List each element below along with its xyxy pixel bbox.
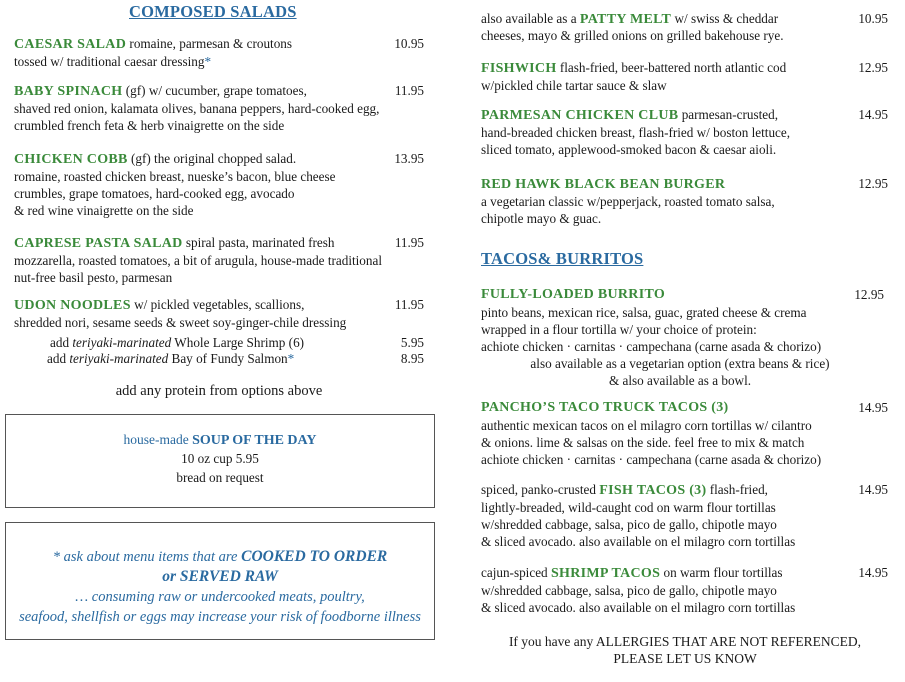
- menu-item-desc: nut-free basil pesto, parmesan: [14, 270, 173, 285]
- menu-item-name: UDON NOODLES: [14, 298, 131, 313]
- menu-item-price: 12.95: [858, 176, 888, 191]
- addon-salmon: add teriyaki-marinated Bay of Fundy Salmon*: [47, 351, 295, 366]
- shrimp-tacos-line: cajun-spiced SHRIMP TACOS on warm flour tortillas: [481, 565, 783, 581]
- menu-item-0: [14, 36, 292, 54]
- addon-salmon-price: 8.95: [400, 351, 424, 366]
- allergy-note-1: If you have any ALLERGIES THAT ARE NOT REFERENCED,: [508, 634, 862, 649]
- burrito-desc-3: achiote chicken · carnitas · campechana (carne asada & chorizo): [481, 339, 822, 354]
- shrimp-tacos-desc-2: & sliced avocado. also available on el milagro corn tortillas: [481, 600, 796, 615]
- fish-tacos-line: spiced, panko-crusted FISH TACOS (3) flash-fried,: [481, 482, 768, 498]
- menu-item-desc: tossed w/ traditional caesar dressing*: [14, 54, 212, 69]
- menu-item-4: [14, 297, 304, 315]
- menu-item-2: [481, 176, 725, 194]
- section-title-tacos: TACOS& BURRITOS: [481, 249, 644, 268]
- addon-shrimp-price: 5.95: [400, 335, 424, 350]
- menu-item-desc: romaine, roasted chicken breast, nueske’s bacon, blue cheese: [14, 169, 336, 184]
- menu-item-lead: w/ pickled vegetables, scallions,: [130, 297, 305, 312]
- menu-item-desc: sliced tomato, applewood-smoked bacon & caesar aioli.: [481, 142, 777, 157]
- soup-title-line: house-made SOUP OF THE DAY: [123, 432, 317, 448]
- menu-item-3: [14, 235, 335, 253]
- pancho-tacos-name: PANCHO’S TACO TRUCK TACOS (3): [481, 400, 729, 415]
- menu-item-name: BABY SPINACH: [14, 84, 123, 99]
- menu-item-desc: & red wine vinaigrette on the side: [14, 203, 194, 218]
- patty-melt-price: 10.95: [858, 11, 888, 26]
- pancho-desc-2: & onions. lime & salsas on the side. feel free to mix & match: [481, 435, 805, 450]
- menu-item-desc: mozzarella, roasted tomatoes, a bit of arugula, house-made traditional: [14, 253, 383, 268]
- menu-item-desc: chipotle mayo & guac.: [481, 211, 602, 226]
- menu-item-desc: hand-breaded chicken breast, flash-fried w/ boston lettuce,: [481, 125, 791, 140]
- addon-shrimp: add teriyaki-marinated Whole Large Shrimp (6): [50, 335, 305, 350]
- menu-item-name: PARMESAN CHICKEN CLUB: [481, 108, 679, 123]
- menu-item-1: [481, 107, 778, 125]
- patty-melt-desc: cheeses, mayo & grilled onions on grilled bakehouse rye.: [481, 28, 784, 43]
- menu-item-price: 14.95: [858, 107, 888, 122]
- menu-item-price: 11.95: [394, 235, 424, 250]
- protein-note: add any protein from options above: [115, 383, 323, 399]
- menu-item-name: CAESAR SALAD: [14, 37, 127, 52]
- menu-item-desc: w/pickled chile tartar sauce & slaw: [481, 78, 667, 93]
- raw-warning-line3: … consuming raw or undercooked meats, poultry,: [75, 589, 365, 605]
- pancho-tacos-price: 14.95: [858, 400, 888, 415]
- menu-item-name: RED HAWK BLACK BEAN BURGER: [481, 177, 726, 192]
- menu-item-0: [481, 60, 786, 78]
- pancho-desc-1: authentic mexican tacos on el milagro corn tortillas w/ cilantro: [481, 418, 812, 433]
- menu-item-1: [14, 83, 307, 101]
- menu-item-lead: spiral pasta, marinated fresh: [182, 235, 335, 250]
- menu-item-name: CHICKEN COBB: [14, 152, 128, 167]
- burrito-price: 12.95: [854, 287, 884, 302]
- fish-tacos-price: 14.95: [858, 482, 888, 497]
- menu-item-desc: shaved red onion, kalamata olives, banana peppers, hard-cooked egg,: [14, 101, 380, 116]
- raw-warning-box: [5, 522, 435, 640]
- raw-warning-line2: or SERVED RAW: [162, 568, 278, 585]
- menu-item-desc: shredded nori, sesame seeds & sweet soy-ginger-chile dressing: [14, 315, 347, 330]
- menu-item-lead: (gf) w/ cucumber, grape tomatoes,: [122, 83, 307, 98]
- shrimp-tacos-desc-1: w/shredded cabbage, salsa, pico de gallo, chipotle mayo: [481, 583, 777, 598]
- menu-item-price: 11.95: [394, 83, 424, 98]
- menu-item-price: 11.95: [394, 297, 424, 312]
- allergy-note-2: PLEASE LET US KNOW: [613, 651, 757, 666]
- pancho-desc-3: achiote chicken · carnitas · campechana (carne asada & chorizo): [481, 452, 822, 467]
- menu-item-lead: parmesan-crusted,: [678, 107, 778, 122]
- menu-item-price: 10.95: [394, 36, 424, 51]
- menu-item-desc: crumbled french feta & herb vinaigrette on the side: [14, 118, 285, 133]
- burrito-desc-2: wrapped in a flour tortilla w/ your choice of protein:: [481, 322, 757, 337]
- menu-item-price: 12.95: [858, 60, 888, 75]
- soup-cup: 10 oz cup 5.95: [181, 450, 259, 466]
- burrito-desc-1: pinto beans, mexican rice, salsa, guac, grated cheese & crema: [481, 305, 807, 320]
- burrito-bowl-option: & also available as a bowl.: [608, 373, 752, 388]
- menu-item-2: [14, 151, 296, 169]
- burrito-name: FULLY-LOADED BURRITO: [481, 287, 666, 302]
- fish-tacos-desc-1: lightly-breaded, wild-caught cod on warm flour tortillas: [481, 500, 776, 515]
- raw-warning-line1: * ask about menu items that are COOKED TO ORDER: [52, 548, 388, 565]
- menu-item-lead: romaine, parmesan & croutons: [126, 36, 293, 51]
- menu-item-desc: crumbles, grape tomatoes, hard-cooked egg, avocado: [14, 186, 295, 201]
- raw-warning-line4: seafood, shellfish or eggs may increase your risk of foodborne illness: [19, 609, 421, 625]
- section-title-salads: COMPOSED SALADS: [129, 2, 297, 21]
- soup-box: [5, 414, 435, 508]
- menu-item-name: FISHWICH: [481, 61, 557, 76]
- fish-tacos-desc-3: & sliced avocado. also available on el milagro corn tortillas: [481, 534, 796, 549]
- soup-bread: bread on request: [176, 470, 264, 486]
- menu-item-price: 13.95: [394, 151, 424, 166]
- menu-item-lead: (gf) the original chopped salad.: [127, 151, 297, 166]
- burrito-veg-option: also available as a vegetarian option (extra beans & rice): [530, 356, 830, 371]
- patty-melt-line: also available as a PATTY MELT w/ swiss & cheddar: [481, 11, 779, 27]
- fish-tacos-desc-2: w/shredded cabbage, salsa, pico de gallo, chipotle mayo: [481, 517, 777, 532]
- shrimp-tacos-price: 14.95: [858, 565, 888, 580]
- menu-item-desc: a vegetarian classic w/pepperjack, roasted tomato salsa,: [481, 194, 775, 209]
- menu-item-lead: flash-fried, beer-battered north atlantic cod: [556, 60, 787, 75]
- menu-item-name: CAPRESE PASTA SALAD: [14, 236, 183, 251]
